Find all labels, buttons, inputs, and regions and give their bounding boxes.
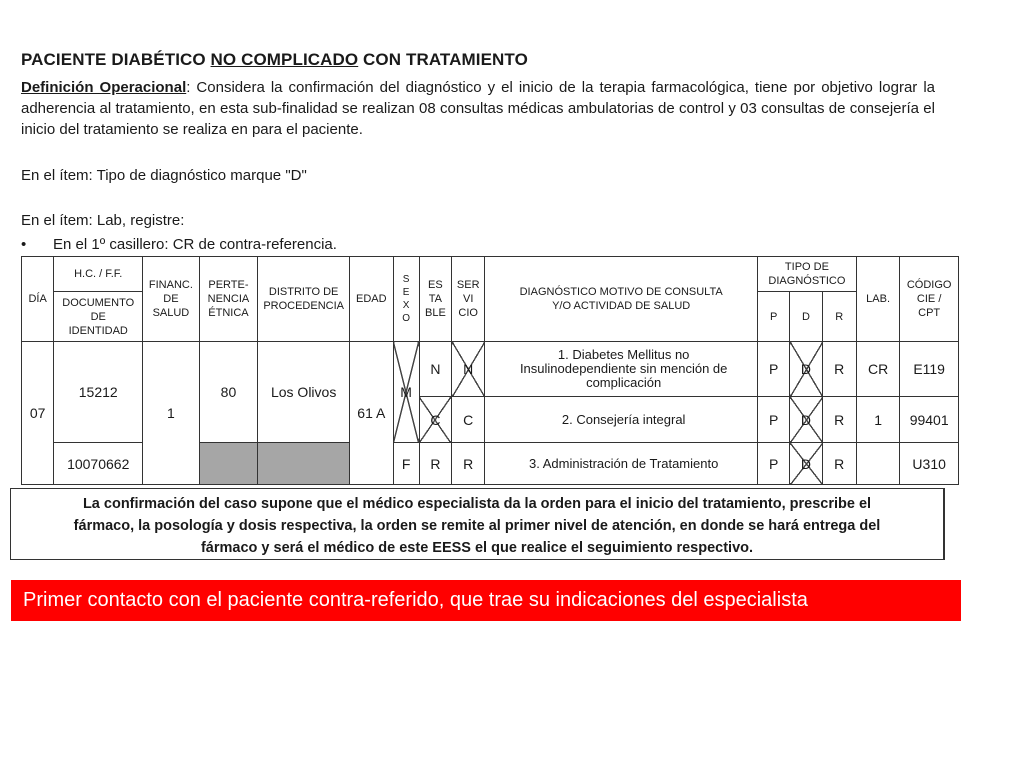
cell-diagnostico: 2. Consejería integral [485, 397, 758, 443]
instruction-lab: En el ítem: Lab, registre: [21, 212, 185, 229]
header-servicio: SER VI CIO [452, 257, 485, 342]
cell-sexo-m: M [393, 342, 419, 443]
header-hc-ff: H.C. / F.F. [54, 257, 143, 292]
cell-distrito-empty [258, 443, 350, 485]
header-d: D [790, 292, 822, 342]
cell-diagnostico: 3. Administración de Tratamiento [485, 443, 758, 485]
header-pertenencia: PERTE- NENCIA ÉTNICA [199, 257, 258, 342]
bullet-icon: • [21, 236, 27, 253]
cell-distrito: Los Olivos [258, 342, 350, 443]
cell-estable: R [419, 443, 451, 485]
cell-pertenencia-empty [199, 443, 258, 485]
definition-label: Definición Operacional [21, 79, 187, 96]
title-part-3: CON TRATAMIENTO [358, 50, 528, 69]
definition-paragraph [21, 77, 935, 140]
header-distrito: DISTRITO DE PROCEDENCIA [258, 257, 350, 342]
cell-lab [856, 443, 899, 485]
title-part-2: NO COMPLICADO [210, 50, 359, 69]
header-r: R [822, 292, 856, 342]
header-financ: FINANC. DE SALUD [143, 257, 200, 342]
cell-servicio: R [452, 443, 485, 485]
cell-estable: C [419, 397, 451, 443]
cell-lab: 1 [856, 397, 899, 443]
cell-p: P [757, 443, 789, 485]
highlight-banner: Primer contacto con el paciente contra-referido, que trae su indicaciones del especialista [11, 580, 961, 621]
instruction-bullet [21, 236, 337, 253]
his-registry-table [21, 256, 959, 485]
header-diagnostico: DIAGNÓSTICO MOTIVO DE CONSULTA Y/O ACTIVIDAD DE SALUD [485, 257, 758, 342]
cell-documento: 10070662 [54, 443, 143, 485]
note-line: La confirmación del caso supone que el médico especialista da la orden para el inicio del tratamiento, prescribe el [82, 496, 872, 512]
cell-estable: N [419, 342, 451, 397]
header-dia: DÍA [22, 257, 54, 342]
header-estable: ES TA BLE [419, 257, 451, 342]
bullet-text: En el 1º casillero: CR de contra-referencia. [53, 236, 337, 253]
header-edad: EDAD [350, 257, 393, 342]
cell-p: P [757, 397, 789, 443]
header-tipo-diagnostico: TIPO DE DIAGNÓSTICO [757, 257, 856, 292]
header-p: P [757, 292, 789, 342]
page-title [21, 50, 528, 70]
cell-codigo: U310 [900, 443, 959, 485]
title-part-1: PACIENTE DIABÉTICO [21, 50, 211, 69]
header-codigo: CÓDIGO CIE / CPT [900, 257, 959, 342]
cell-dia: 07 [22, 342, 54, 485]
cell-r: R [822, 397, 856, 443]
cell-servicio: C [452, 397, 485, 443]
cell-codigo: E119 [900, 342, 959, 397]
note-line: fármaco, la posología y dosis respectiva, la orden se remite al primer nivel de atención, en donde se hará entrega del [73, 518, 881, 534]
cell-sexo-f: F [393, 443, 419, 485]
cell-edad: 61 A [350, 342, 393, 485]
cell-financ: 1 [143, 342, 200, 485]
instruction-tipo-diagnostico: En el ítem: Tipo de diagnóstico marque "D" [21, 167, 307, 184]
cell-codigo: 99401 [900, 397, 959, 443]
cell-d: D [790, 397, 822, 443]
header-documento: DOCUMENTO DE IDENTIDAD [54, 292, 143, 342]
cell-d: D [790, 443, 822, 485]
table-row [22, 342, 959, 397]
note-box [10, 488, 944, 560]
cell-diagnostico: 1. Diabetes Mellitus no Insulinodependiente sin mención de complicación [485, 342, 758, 397]
cell-lab: CR [856, 342, 899, 397]
note-line: fármaco y será el médico de este EESS el que realice el seguimiento respectivo. [200, 540, 754, 556]
cell-r: R [822, 342, 856, 397]
definition-text: : Considera la confirmación del diagnóstico y el inicio de la terapia farmacológica, tiene por objetivo lograr la adherencia al tratamiento, en esta sub-finalidad se realizan 08 consultas médicas ambulatorias de control y 03 consultas de consejería el inicio del tratamiento se realiza en para el paciente. [21, 79, 935, 138]
header-sexo: S E X O [393, 257, 419, 342]
cell-hc: 15212 [54, 342, 143, 443]
header-lab: LAB. [856, 257, 899, 342]
cell-pertenencia: 80 [199, 342, 258, 443]
cell-servicio: N [452, 342, 485, 397]
cell-p: P [757, 342, 789, 397]
cell-r: R [822, 443, 856, 485]
cell-d: D [790, 342, 822, 397]
